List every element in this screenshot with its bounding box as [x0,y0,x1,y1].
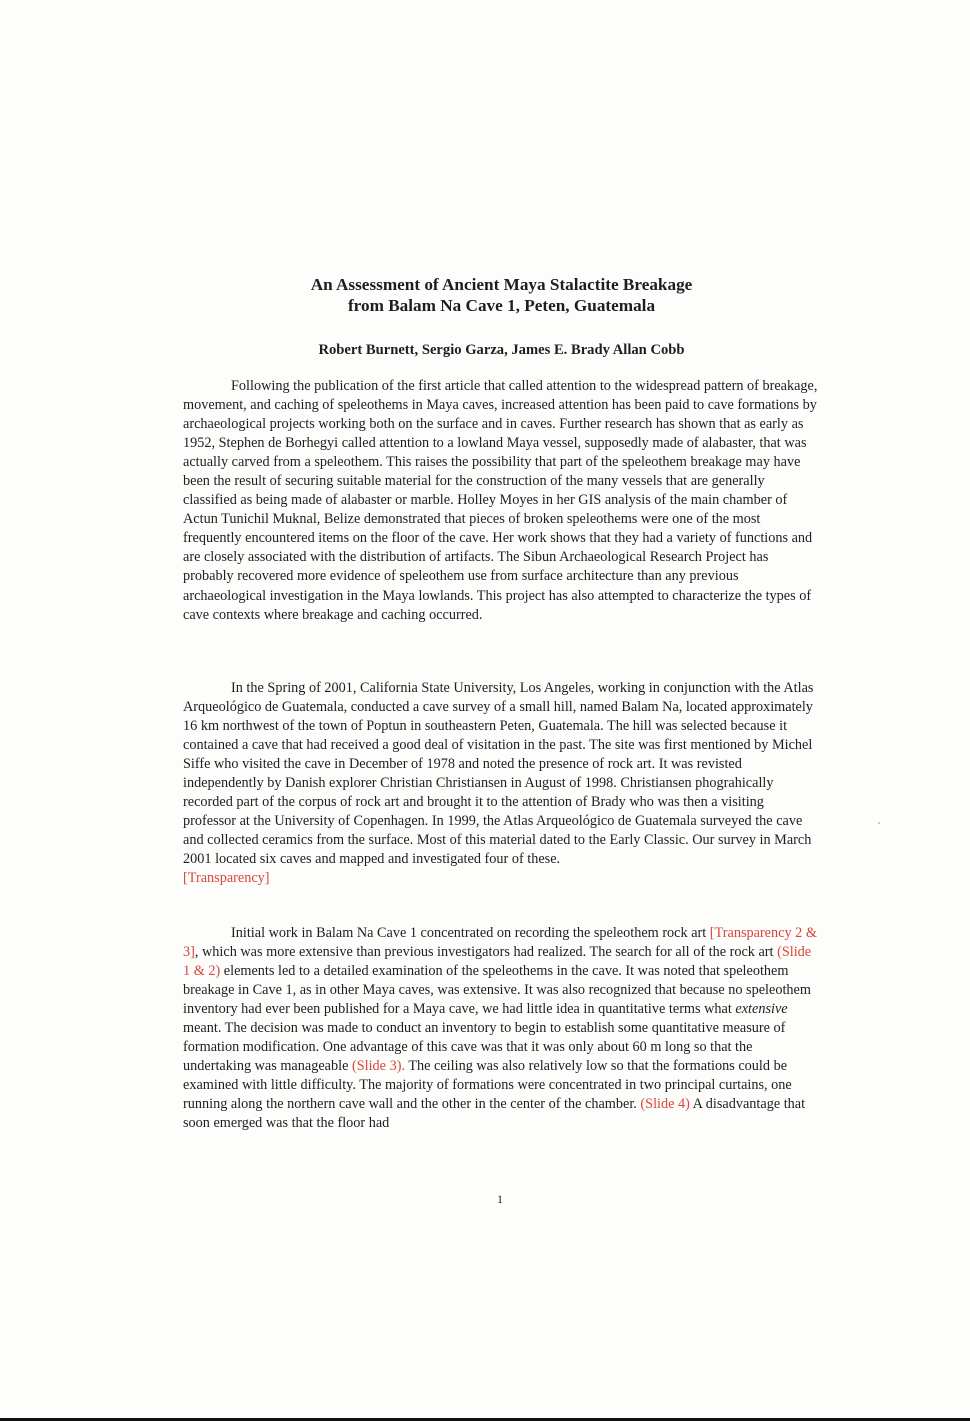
slide-1-2-reference: (Slide 1 & 2) [183,944,812,980]
emphasis-extensive: extensive [735,1001,788,1018]
paragraph-3-text-3: elements led to a detailed examination of the speleothems in the cave. It was noted that speleothem breakage in Cave 1, as in other Maya caves, was extensive. It was also recognized that because no speleothem inventory had ever been published for a Maya cave, we had little idea in quantitative terms what [183,963,811,1018]
author-list: Robert Burnett, Sergio Garza, James E. Brady Allan Cobb [318,342,685,358]
document-title [183,274,820,316]
title-line-2: from Balam Na Cave 1, Peten, Guatemala [347,296,656,315]
transparency-2-3-reference: [Transparency 2 & 3] [183,925,817,961]
paragraph-3-text-5: The ceiling was also relatively low so that the formations could be examined with little difficulty. The majority of formations were concentrated in two principal curtains, one running along the northern cave wall and the other in the center of the chamber. [183,1058,792,1113]
slide-4-reference: (Slide 4) [640,1096,690,1113]
paragraph-3-text-4: meant. The decision was made to conduct an inventory to begin to establish some quantitative measure of formation modification. One advantage of this cave was that it was only about 60 m long so that the undertaking was manageable [183,1020,786,1075]
scan-speck [878,822,880,824]
paragraph-3-text-6: A disadvantage that soon emerged was that the floor had [183,1096,806,1132]
transparency-reference: [Transparency] [183,870,270,887]
paragraph-1-text: Following the publication of the first article that called attention to the widespread pattern of breakage, movement, and caching of speleothems in Maya caves, increased attention has been paid to cave formations by archaeological projects working both on the surface and in caves. Further research has shown that as early as 1952, Stephen de Borhegyi called attention to a lowland Maya vessel, supposedly made of alabaster, that was actually carved from a speleothem. This raises the possibility that part of the speleothem breakage may have been the result of securing suitable material for the construction of the many vessels that are generally classified as being made of alabaster or marble. Holley Moyes in her GIS analysis of the main chamber of Actun Tunichil Muknal, Belize demonstrated that pieces of broken speleothems were one of the most frequently encountered items on the floor of the cave. Her work shows that they had a variety of functions and are closely associated with the distribution of artifacts. The Sibun Archaeological Research Project has probably recovered more evidence of speleothem use from surface architecture than any previous archaeological investigation in the Maya lowlands. This project has also attempted to characterize the types of cave contexts where breakage and caching occurred. [183,378,818,623]
paragraph-1 [183,377,820,625]
slide-3-reference: (Slide 3). [351,1058,406,1075]
paragraph-3-text-1: Initial work in Balam Na Cave 1 concentrated on recording the speleothem rock art [231,925,710,941]
paragraph-2 [183,679,820,889]
paragraph-3-text-2: , which was more extensive than previous investigators had realized. The search for all of the rock art [194,944,778,961]
page-number: 1 [497,1192,503,1206]
paragraph-3 [183,924,820,1134]
title-line-1: An Assessment of Ancient Maya Stalactite Breakage [310,275,693,294]
paragraph-2-text: In the Spring of 2001, California State University, Los Angeles, working in conjunction with the Atlas Arqueológico de Guatemala, conducted a cave survey of a small hill, named Balam Na, located approximately 16 km northwest of the town of Poptun in southeastern Peten, Guatemala. The hill was selected because it contained a cave that had received a good deal of visitation in the past. The site was first mentioned by Michel Siffe who visited the cave in December of 1978 and noted the presence of rock art. It was revisted independently by Danish explorer Christian Christiansen in August of 1998. Christiansen phograhically recorded part of the corpus of rock art and brought it to the attention of Brady who was then a visiting professor at the University of Copenhagen. In 1999, the Atlas Arqueológico de Guatemala surveyed the cave and collected ceramics from the surface. Most of this material dated to the Early Classic. Our survey in March 2001 located six caves and mapped and investigated four of these. [183,680,814,868]
